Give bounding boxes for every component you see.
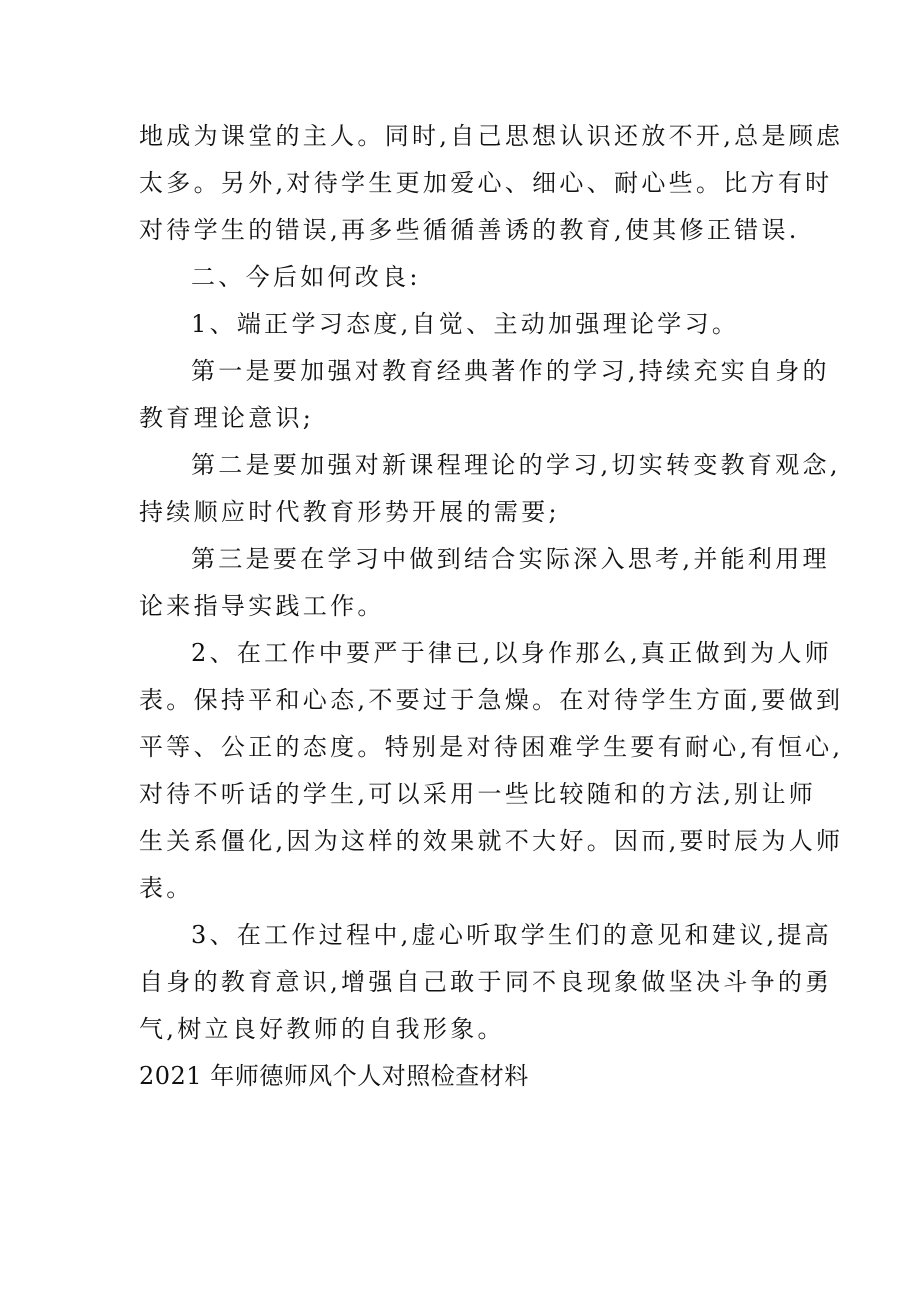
text-line: 教育理论意识; <box>139 404 315 432</box>
text-line: 第一是要加强对教育经典著作的学习,持续充实自身的 <box>191 357 830 385</box>
text-line: 表。 <box>139 874 194 902</box>
text-line: 第三是要在学习中做到结合实际深入思考,并能利用理 <box>191 545 830 573</box>
text-line: 平等、公正的态度。特别是对待困难学生要有耐心,有恒心, <box>139 733 844 761</box>
text-line: 气,树立良好教师的自我形象。 <box>139 1015 505 1043</box>
document-title: 2021 年师德师风个人对照检查材料 <box>139 1062 529 1090</box>
text-line: 论来指导实践工作。 <box>139 592 385 620</box>
numbered-item: 3、在工作过程中,虚心听取学生们的意见和建议,提高 <box>191 921 833 949</box>
text-line: 对待学生的错误,再多些循循善诱的教育,使其修正错误. <box>139 216 800 244</box>
document-body <box>139 113 844 1100</box>
numbered-item: 1、端正学习态度,自觉、主动加强理论学习。 <box>191 310 740 338</box>
text-line: 自身的教育意识,增强自己敢于同不良现象做坚决斗争的勇 <box>139 968 833 996</box>
text-line: 生关系僵化,因为这样的效果就不大好。因而,要时辰为人师 <box>139 827 844 855</box>
text-line: 表。保持平和心态,不要过于急燥。在对待学生方面,要做到 <box>139 686 844 714</box>
text-line: 地成为课堂的主人。同时,自己思想认识还放不开,总是顾虑 <box>139 122 844 150</box>
text-line: 太多。另外,对待学生更加爱心、细心、耐心些。比方有时 <box>139 169 833 197</box>
numbered-item: 2、在工作中要严于律已,以身作那么,真正做到为人师 <box>191 639 833 667</box>
text-line: 持续顺应时代教育形势开展的需要; <box>139 498 560 526</box>
text-line: 第二是要加强对新课程理论的学习,切实转变教育观念, <box>191 451 841 479</box>
text-line: 对待不听话的学生,可以采用一些比较随和的方法,别让师 <box>139 780 817 808</box>
section-heading: 二、今后如何改良: <box>191 263 421 291</box>
